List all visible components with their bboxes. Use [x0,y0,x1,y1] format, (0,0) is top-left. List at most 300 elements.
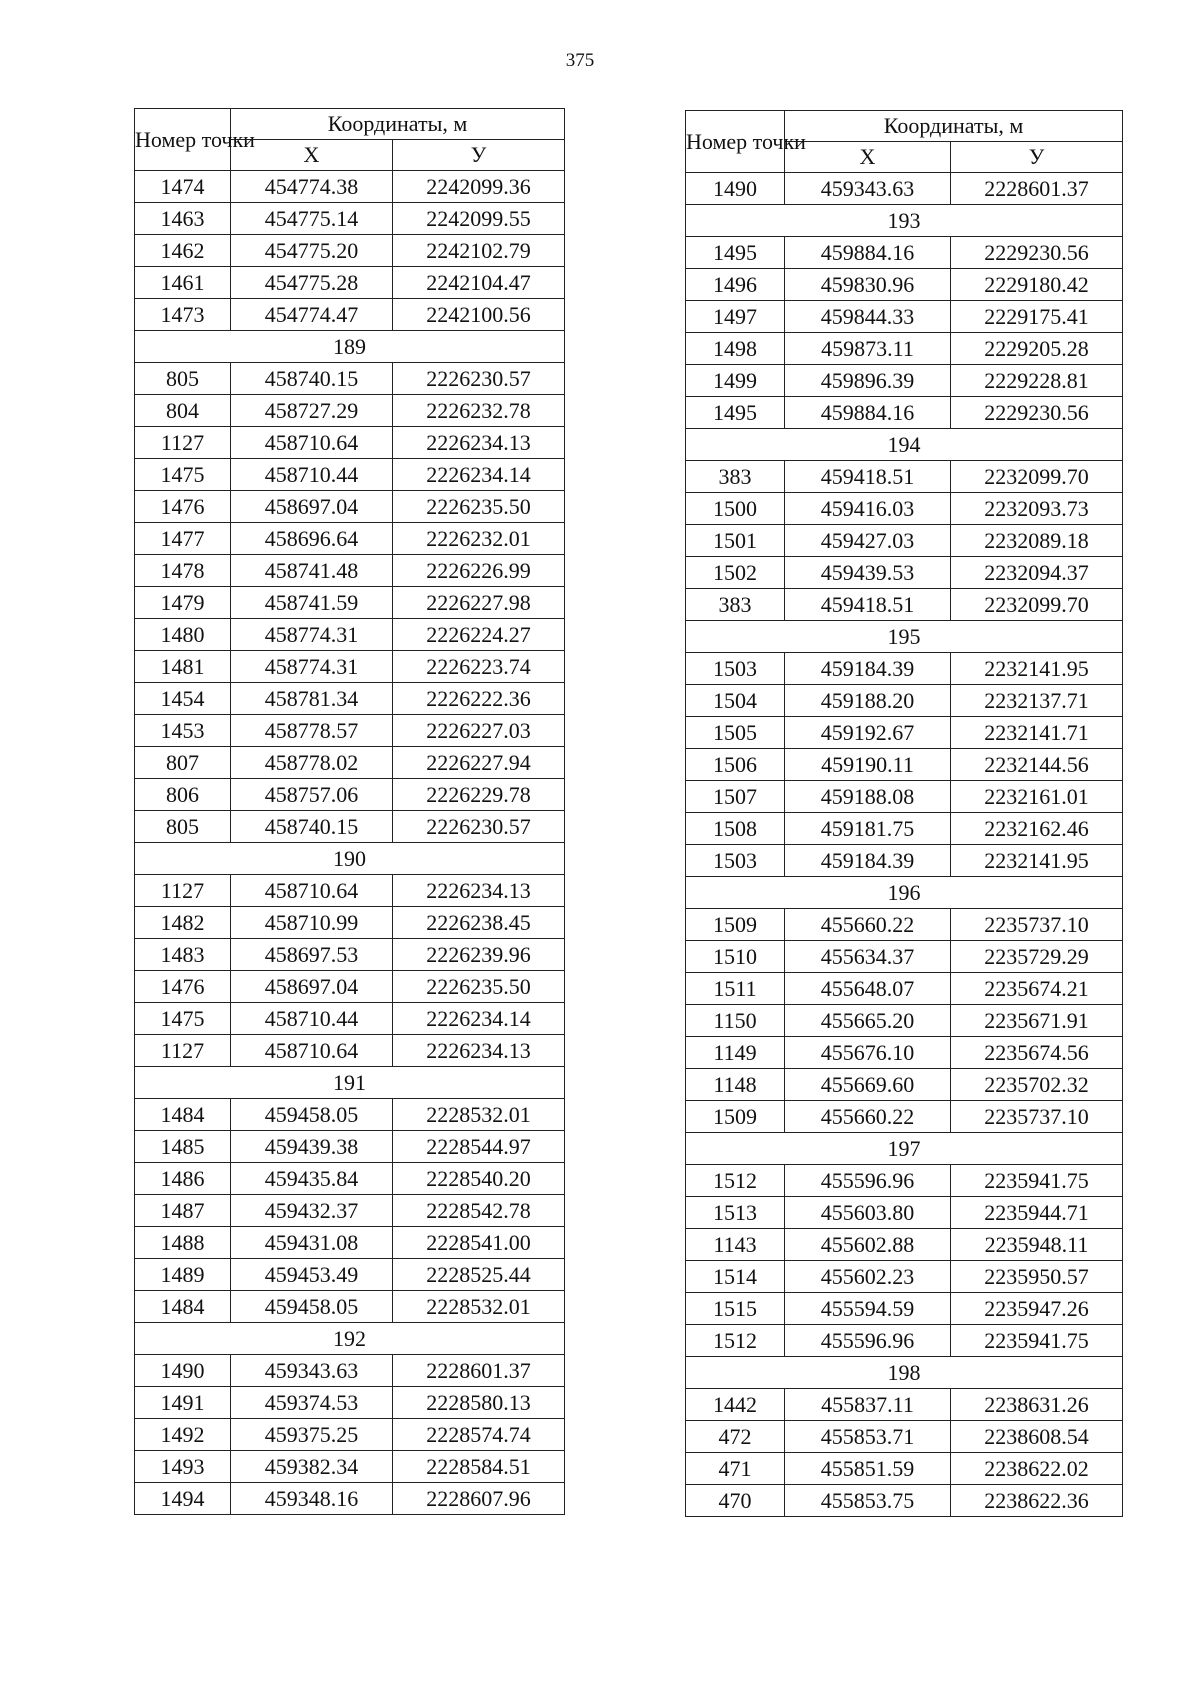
y-coordinate-cell: 2232144.56 [951,749,1123,781]
x-coordinate-cell: 455660.22 [785,909,951,941]
y-coordinate-cell: 2228532.01 [393,1099,565,1131]
x-coordinate-cell: 458696.64 [231,523,393,555]
x-coordinate-cell: 455669.60 [785,1069,951,1101]
y-coordinate-cell: 2232141.95 [951,845,1123,877]
x-coordinate-cell: 455596.96 [785,1325,951,1357]
table-row [135,651,565,683]
table-row [135,491,565,523]
point-number-cell: 1503 [686,653,785,685]
group-row [135,331,565,363]
x-coordinate-cell: 459884.16 [785,397,951,429]
coordinates-table-left [134,108,565,1515]
y-coordinate-cell: 2226234.13 [393,427,565,459]
x-coordinate-cell: 459184.39 [785,845,951,877]
x-coordinate-cell: 459190.11 [785,749,951,781]
table-row [135,779,565,811]
table-row [686,973,1123,1005]
x-coordinate-cell: 455648.07 [785,973,951,1005]
x-coordinate-cell: 454775.20 [231,235,393,267]
y-coordinate-cell: 2226232.01 [393,523,565,555]
point-number-cell: 1505 [686,717,785,749]
group-label: 191 [135,1067,565,1099]
x-header: X [231,140,393,171]
table-row [135,1131,565,1163]
point-number-cell: 1489 [135,1259,231,1291]
y-header: У [393,140,565,171]
point-number-cell: 470 [686,1485,785,1517]
point-number-cell: 1501 [686,525,785,557]
y-coordinate-cell: 2235737.10 [951,909,1123,941]
point-number-cell: 1509 [686,909,785,941]
x-coordinate-cell: 455676.10 [785,1037,951,1069]
x-coordinate-cell: 458697.53 [231,939,393,971]
point-number-cell: 805 [135,363,231,395]
point-number-cell: 1498 [686,333,785,365]
point-number-cell: 1473 [135,299,231,331]
group-row [135,1067,565,1099]
y-coordinate-cell: 2228541.00 [393,1227,565,1259]
table-row [686,493,1123,525]
x-coordinate-cell: 458710.44 [231,459,393,491]
group-label: 195 [686,621,1123,653]
table-row [686,717,1123,749]
x-coordinate-cell: 454774.38 [231,171,393,203]
y-coordinate-cell: 2226227.98 [393,587,565,619]
table-row [686,1325,1123,1357]
x-coordinate-cell: 458740.15 [231,811,393,843]
y-coordinate-cell: 2238631.26 [951,1389,1123,1421]
y-coordinate-cell: 2228525.44 [393,1259,565,1291]
x-coordinate-cell: 459382.34 [231,1451,393,1483]
table-row [686,941,1123,973]
point-number-cell: 383 [686,589,785,621]
table-body [135,171,565,1515]
table-row [686,173,1123,205]
table-row [135,875,565,907]
y-coordinate-cell: 2242099.55 [393,203,565,235]
table-row [686,1389,1123,1421]
y-coordinate-cell: 2229180.42 [951,269,1123,301]
table-row [135,715,565,747]
point-number-cell: 1508 [686,813,785,845]
table-row [686,1293,1123,1325]
y-coordinate-cell: 2232141.71 [951,717,1123,749]
y-coordinate-cell: 2235950.57 [951,1261,1123,1293]
point-number-cell: 1496 [686,269,785,301]
point-number-cell: 1127 [135,427,231,459]
group-row [686,205,1123,237]
x-coordinate-cell: 459348.16 [231,1483,393,1515]
table-row [686,1421,1123,1453]
y-coordinate-cell: 2232094.37 [951,557,1123,589]
table-row [135,1451,565,1483]
x-coordinate-cell: 455660.22 [785,1101,951,1133]
table-row [686,845,1123,877]
x-coordinate-cell: 459830.96 [785,269,951,301]
table-row [686,685,1123,717]
table-row [135,907,565,939]
y-coordinate-cell: 2235671.91 [951,1005,1123,1037]
x-coordinate-cell: 455602.88 [785,1229,951,1261]
point-number-cell: 1454 [135,683,231,715]
table-row [686,237,1123,269]
x-coordinate-cell: 459418.51 [785,461,951,493]
y-coordinate-cell: 2226232.78 [393,395,565,427]
y-coordinate-cell: 2235729.29 [951,941,1123,973]
point-number-cell: 1480 [135,619,231,651]
point-number-cell: 1513 [686,1197,785,1229]
x-coordinate-cell: 458710.99 [231,907,393,939]
x-coordinate-cell: 455634.37 [785,941,951,973]
table-row [686,557,1123,589]
x-coordinate-cell: 459458.05 [231,1291,393,1323]
y-coordinate-cell: 2235947.26 [951,1293,1123,1325]
x-coordinate-cell: 454775.28 [231,267,393,299]
y-coordinate-cell: 2226229.78 [393,779,565,811]
x-coordinate-cell: 458757.06 [231,779,393,811]
table-row [686,1453,1123,1485]
y-coordinate-cell: 2229230.56 [951,237,1123,269]
y-coordinate-cell: 2226234.13 [393,875,565,907]
point-number-cell: 1502 [686,557,785,589]
x-coordinate-cell: 459458.05 [231,1099,393,1131]
point-number-cell: 1512 [686,1165,785,1197]
x-coordinate-cell: 458741.59 [231,587,393,619]
point-number-cell: 1503 [686,845,785,877]
x-coordinate-cell: 455596.96 [785,1165,951,1197]
table-row [686,1485,1123,1517]
table-row [686,1037,1123,1069]
y-coordinate-cell: 2232093.73 [951,493,1123,525]
point-number-cell: 1143 [686,1229,785,1261]
x-coordinate-cell: 455853.75 [785,1485,951,1517]
group-label: 189 [135,331,565,363]
x-coordinate-cell: 459416.03 [785,493,951,525]
x-coordinate-cell: 459343.63 [231,1355,393,1387]
point-number-cell: 1495 [686,237,785,269]
x-coordinate-cell: 459873.11 [785,333,951,365]
x-coordinate-cell: 459188.08 [785,781,951,813]
y-coordinate-cell: 2228574.74 [393,1419,565,1451]
table-row [686,301,1123,333]
point-number-cell: 1493 [135,1451,231,1483]
point-number-cell: 1484 [135,1291,231,1323]
table-row [686,1197,1123,1229]
table-row [686,653,1123,685]
table-row [686,749,1123,781]
table-row [135,203,565,235]
y-coordinate-cell: 2226227.03 [393,715,565,747]
x-coordinate-cell: 458774.31 [231,651,393,683]
y-coordinate-cell: 2226239.96 [393,939,565,971]
group-row [686,429,1123,461]
group-label: 196 [686,877,1123,909]
table-header [135,109,565,171]
y-coordinate-cell: 2235941.75 [951,1325,1123,1357]
y-coordinate-cell: 2226226.99 [393,555,565,587]
table-row [135,1259,565,1291]
x-coordinate-cell: 454775.14 [231,203,393,235]
group-row [686,877,1123,909]
y-coordinate-cell: 2228580.13 [393,1387,565,1419]
y-coordinate-cell: 2228532.01 [393,1291,565,1323]
table-row [686,365,1123,397]
table-row [135,1483,565,1515]
x-coordinate-cell: 455603.80 [785,1197,951,1229]
point-number-cell: 471 [686,1453,785,1485]
y-coordinate-cell: 2235944.71 [951,1197,1123,1229]
x-coordinate-cell: 455594.59 [785,1293,951,1325]
point-number-cell: 1479 [135,587,231,619]
y-coordinate-cell: 2235674.56 [951,1037,1123,1069]
x-coordinate-cell: 455851.59 [785,1453,951,1485]
y-coordinate-cell: 2226227.94 [393,747,565,779]
x-coordinate-cell: 458778.02 [231,747,393,779]
x-coordinate-cell: 459188.20 [785,685,951,717]
x-coordinate-cell: 458710.64 [231,875,393,907]
y-coordinate-cell: 2232137.71 [951,685,1123,717]
x-coordinate-cell: 458781.34 [231,683,393,715]
point-number-cell: 1148 [686,1069,785,1101]
y-coordinate-cell: 2228544.97 [393,1131,565,1163]
y-coordinate-cell: 2238622.02 [951,1453,1123,1485]
point-number-cell: 1499 [686,365,785,397]
table-row [686,1261,1123,1293]
point-number-cell: 1482 [135,907,231,939]
group-label: 193 [686,205,1123,237]
x-coordinate-cell: 459896.39 [785,365,951,397]
point-number-cell: 1481 [135,651,231,683]
point-number-header: Номер точки [686,111,785,173]
table-row [135,1419,565,1451]
table-row [135,267,565,299]
table-row [686,269,1123,301]
x-coordinate-cell: 458710.64 [231,427,393,459]
x-coordinate-cell: 459884.16 [785,237,951,269]
table-row [135,459,565,491]
y-coordinate-cell: 2232089.18 [951,525,1123,557]
x-coordinate-cell: 458741.48 [231,555,393,587]
table-row [135,683,565,715]
y-coordinate-cell: 2242102.79 [393,235,565,267]
table-row [686,525,1123,557]
point-number-cell: 1504 [686,685,785,717]
group-row [686,1357,1123,1389]
table-row [686,1101,1123,1133]
y-coordinate-cell: 2229175.41 [951,301,1123,333]
x-coordinate-cell: 458727.29 [231,395,393,427]
x-coordinate-cell: 455853.71 [785,1421,951,1453]
y-coordinate-cell: 2226223.74 [393,651,565,683]
y-coordinate-cell: 2226238.45 [393,907,565,939]
point-number-cell: 807 [135,747,231,779]
x-coordinate-cell: 459192.67 [785,717,951,749]
y-coordinate-cell: 2242104.47 [393,267,565,299]
table-row [686,909,1123,941]
point-number-cell: 1478 [135,555,231,587]
point-number-cell: 1463 [135,203,231,235]
table-row [135,363,565,395]
y-coordinate-cell: 2226224.27 [393,619,565,651]
y-coordinate-cell: 2226234.13 [393,1035,565,1067]
table-row [686,1229,1123,1261]
group-label: 190 [135,843,565,875]
x-coordinate-cell: 455602.23 [785,1261,951,1293]
group-label: 198 [686,1357,1123,1389]
x-coordinate-cell: 459184.39 [785,653,951,685]
table-row [686,589,1123,621]
point-number-cell: 1507 [686,781,785,813]
point-number-cell: 1491 [135,1387,231,1419]
table-row [686,813,1123,845]
point-number-cell: 1506 [686,749,785,781]
x-coordinate-cell: 459343.63 [785,173,951,205]
x-coordinate-cell: 454774.47 [231,299,393,331]
table-row [135,1355,565,1387]
table-row [686,333,1123,365]
y-coordinate-cell: 2238608.54 [951,1421,1123,1453]
table-row [135,395,565,427]
y-coordinate-cell: 2228542.78 [393,1195,565,1227]
point-number-cell: 1483 [135,939,231,971]
point-number-cell: 1500 [686,493,785,525]
table-row [135,939,565,971]
point-number-cell: 1511 [686,973,785,1005]
group-label: 192 [135,1323,565,1355]
table-row [686,397,1123,429]
x-coordinate-cell: 459375.25 [231,1419,393,1451]
x-coordinate-cell: 458697.04 [231,971,393,1003]
point-number-cell: 1461 [135,267,231,299]
table-row [686,1069,1123,1101]
y-coordinate-cell: 2226234.14 [393,1003,565,1035]
y-coordinate-cell: 2232099.70 [951,461,1123,493]
x-coordinate-cell: 459435.84 [231,1163,393,1195]
point-number-cell: 1490 [135,1355,231,1387]
y-coordinate-cell: 2235948.11 [951,1229,1123,1261]
point-number-cell: 1488 [135,1227,231,1259]
table-header [686,111,1123,173]
y-coordinate-cell: 2235674.21 [951,973,1123,1005]
y-coordinate-cell: 2229228.81 [951,365,1123,397]
table-row [135,1291,565,1323]
table-row [135,1035,565,1067]
y-coordinate-cell: 2228601.37 [393,1355,565,1387]
x-coordinate-cell: 459439.53 [785,557,951,589]
x-coordinate-cell: 458740.15 [231,363,393,395]
table-row [135,1099,565,1131]
point-number-cell: 1462 [135,235,231,267]
table-body [686,173,1123,1517]
y-coordinate-cell: 2226222.36 [393,683,565,715]
table-row [686,1005,1123,1037]
point-number-cell: 1486 [135,1163,231,1195]
group-row [135,843,565,875]
point-number-cell: 1490 [686,173,785,205]
x-coordinate-cell: 458774.31 [231,619,393,651]
group-row [135,1323,565,1355]
coordinates-header: Координаты, м [785,111,1123,142]
point-number-cell: 806 [135,779,231,811]
y-coordinate-cell: 2228584.51 [393,1451,565,1483]
point-number-cell: 472 [686,1421,785,1453]
table-row [135,523,565,555]
x-coordinate-cell: 458710.44 [231,1003,393,1035]
y-coordinate-cell: 2235941.75 [951,1165,1123,1197]
group-row [686,621,1123,653]
table-row [135,555,565,587]
point-number-cell: 1474 [135,171,231,203]
y-coordinate-cell: 2232161.01 [951,781,1123,813]
x-coordinate-cell: 455837.11 [785,1389,951,1421]
point-number-cell: 1475 [135,1003,231,1035]
point-number-cell: 1476 [135,491,231,523]
table-row [686,781,1123,813]
table-row [686,1165,1123,1197]
page-number: 375 [565,50,595,71]
point-number-cell: 1510 [686,941,785,973]
table-row [135,811,565,843]
y-coordinate-cell: 2242100.56 [393,299,565,331]
table-row [135,299,565,331]
y-coordinate-cell: 2232162.46 [951,813,1123,845]
y-coordinate-cell: 2229230.56 [951,397,1123,429]
point-number-cell: 1127 [135,1035,231,1067]
table-row [135,587,565,619]
x-coordinate-cell: 459374.53 [231,1387,393,1419]
table-row [135,427,565,459]
table-row [686,461,1123,493]
y-coordinate-cell: 2226235.50 [393,491,565,523]
point-number-cell: 1494 [135,1483,231,1515]
group-label: 197 [686,1133,1123,1165]
x-coordinate-cell: 458710.64 [231,1035,393,1067]
x-coordinate-cell: 458778.57 [231,715,393,747]
x-coordinate-cell: 455665.20 [785,1005,951,1037]
point-number-header: Номер точки [135,109,231,171]
y-coordinate-cell: 2228607.96 [393,1483,565,1515]
point-number-cell: 1515 [686,1293,785,1325]
coordinates-header: Координаты, м [231,109,565,140]
table-row [135,1195,565,1227]
group-row [686,1133,1123,1165]
point-number-cell: 1475 [135,459,231,491]
point-number-cell: 1514 [686,1261,785,1293]
table-row [135,171,565,203]
x-coordinate-cell: 459418.51 [785,589,951,621]
point-number-cell: 1492 [135,1419,231,1451]
x-coordinate-cell: 459439.38 [231,1131,393,1163]
y-coordinate-cell: 2238622.36 [951,1485,1123,1517]
y-coordinate-cell: 2226234.14 [393,459,565,491]
point-number-cell: 1476 [135,971,231,1003]
point-number-cell: 1512 [686,1325,785,1357]
x-coordinate-cell: 459431.08 [231,1227,393,1259]
x-coordinate-cell: 459181.75 [785,813,951,845]
y-coordinate-cell: 2226235.50 [393,971,565,1003]
point-number-cell: 1150 [686,1005,785,1037]
table-row [135,1163,565,1195]
y-coordinate-cell: 2232099.70 [951,589,1123,621]
x-coordinate-cell: 459432.37 [231,1195,393,1227]
y-coordinate-cell: 2228601.37 [951,173,1123,205]
point-number-cell: 1149 [686,1037,785,1069]
point-number-cell: 1127 [135,875,231,907]
y-coordinate-cell: 2226230.57 [393,811,565,843]
table-row [135,747,565,779]
table-row [135,235,565,267]
y-coordinate-cell: 2232141.95 [951,653,1123,685]
